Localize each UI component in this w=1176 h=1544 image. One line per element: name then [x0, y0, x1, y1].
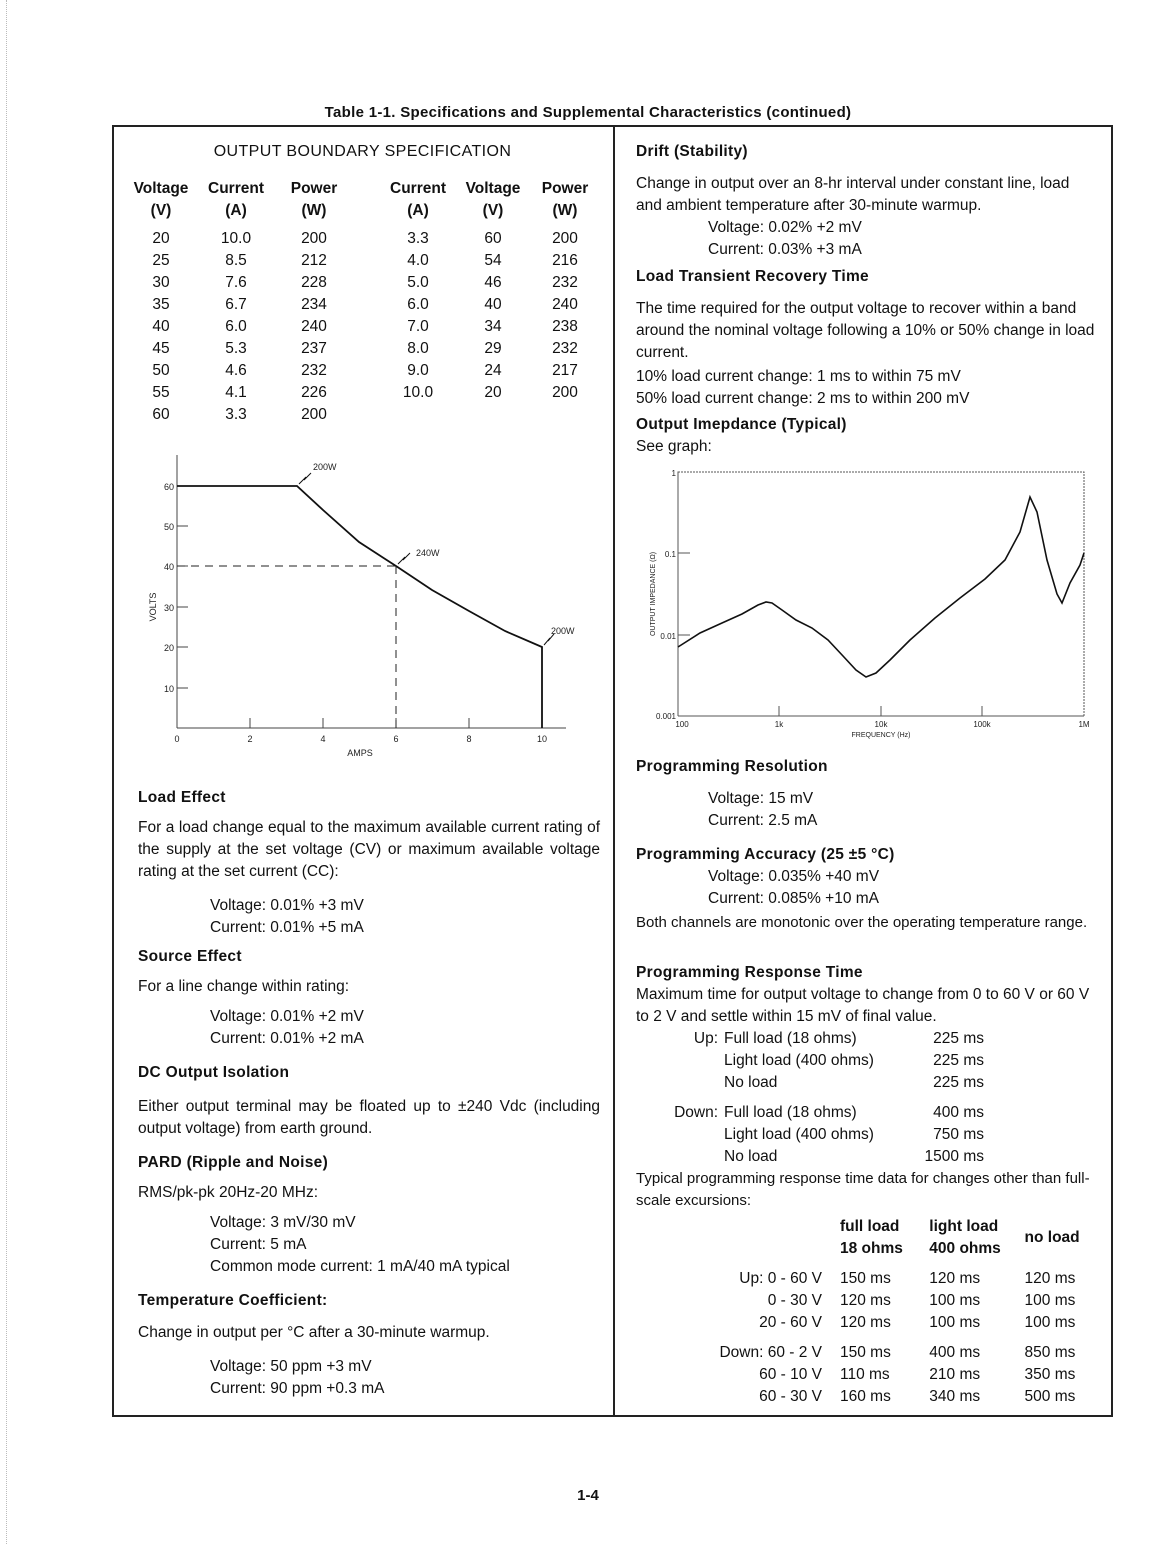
reference-lines [177, 566, 396, 728]
table-row: 3.3 60 200 [407, 230, 578, 247]
typical-response-table [636, 1216, 1096, 1408]
table-row: 40 6.0 240 [152, 318, 327, 335]
table-row: Light load (400 ohms) 225 ms [724, 1052, 984, 1069]
spec-value: Current: 0.03% +3 mA [708, 241, 862, 258]
spec-value: Voltage: 15 mV [708, 790, 814, 807]
y-tick-labels [164, 482, 174, 694]
output-boundary-table-by-voltage [126, 178, 352, 426]
source-effect-section [138, 946, 600, 1050]
svg-text:0.001: 0.001 [655, 712, 676, 721]
spec-value: 10% load current change: 1 ms to within 75 mV [636, 368, 961, 385]
table-row: No load 225 ms [724, 1074, 984, 1091]
page-edge [6, 0, 7, 1544]
temperature-coefficient-section [138, 1290, 600, 1400]
x-tick-labels [174, 734, 547, 744]
table-row: 20 - 60 V 120 ms 100 ms 100 ms [759, 1314, 1076, 1331]
column-header: Current (A) [208, 180, 264, 219]
table-row: 60 3.3 200 [152, 406, 327, 423]
column-header: light load 400 ohms [929, 1218, 1001, 1257]
annotation-240w: 240W [416, 548, 440, 558]
section-text: Maximum time for output voltage to change from 0 to 60 V or 60 V to 2 V and settle within 15 mV of final value. [636, 986, 1090, 1025]
svg-text:20: 20 [163, 643, 174, 653]
page-number: 1-4 [577, 1487, 599, 1504]
section-heading: Programming Response Time [636, 964, 863, 981]
svg-text:60: 60 [163, 482, 174, 492]
column-header: Power (W) [541, 180, 589, 219]
boundary-curve [177, 486, 542, 728]
svg-text:1: 1 [671, 469, 676, 478]
table-row: No load 1500 ms [724, 1148, 984, 1165]
spec-value: Current: 5 mA [210, 1236, 307, 1253]
table-row: 20 10.0 200 [152, 230, 327, 247]
output-impedance-chart [635, 462, 1105, 747]
svg-text:6: 6 [393, 734, 399, 744]
table-row: 45 5.3 237 [152, 340, 327, 357]
table-row: 30 7.6 228 [152, 274, 327, 291]
svg-text:10k: 10k [874, 720, 888, 729]
svg-text:10: 10 [163, 684, 174, 694]
svg-text:0.01: 0.01 [660, 632, 676, 641]
section-heading: Programming Resolution [636, 758, 828, 775]
section-text: See graph: [636, 438, 712, 455]
table-row: 8.0 29 232 [407, 340, 578, 357]
section-text: For a load change equal to the maximum available current rating of the supply at the set voltage (CV) or maximum available voltage rating at the set current (CC): [138, 819, 600, 880]
svg-text:100k: 100k [973, 720, 991, 729]
table-row: Up: 0 - 60 V 150 ms 120 ms 120 ms [739, 1270, 1076, 1287]
table-row: Light load (400 ohms) 750 ms [724, 1126, 984, 1143]
svg-text:40: 40 [163, 562, 174, 572]
table-row: Down: Full load (18 ohms) 400 ms [674, 1104, 984, 1121]
svg-text:0: 0 [174, 734, 180, 744]
y-tick-labels [656, 469, 677, 721]
spec-value: Current: 0.01% +2 mA [210, 1030, 364, 1047]
svg-text:10: 10 [536, 734, 548, 744]
full-scale-response-table [656, 1028, 984, 1168]
svg-text:8: 8 [466, 734, 472, 744]
spec-value: Current: 0.01% +5 mA [210, 919, 364, 936]
output-boundary-heading: OUTPUT BOUNDARY SPECIFICATION [213, 143, 512, 160]
spec-value: Voltage: 0.035% +40 mV [708, 868, 880, 885]
section-heading: DC Output Isolation [138, 1064, 290, 1081]
table-row: 4.0 54 216 [407, 252, 578, 269]
table-row: 55 4.1 226 [152, 384, 327, 401]
svg-text:30: 30 [163, 603, 174, 613]
spec-value: Current: 0.085% +10 mA [708, 890, 880, 907]
section-heading: Drift (Stability) [636, 143, 748, 160]
table-row: 5.0 46 232 [407, 274, 578, 291]
section-text: Change in output per °C after a 30-minute warmup. [138, 1324, 490, 1341]
column-header: Voltage (V) [465, 180, 521, 219]
load-transient-section [636, 266, 1096, 410]
output-boundary-table-by-current [380, 178, 600, 404]
spec-value: Current: 2.5 mA [708, 812, 818, 829]
section-text: Typical programming response time data for changes other than full-scale excursions: [636, 1170, 1090, 1209]
y-axis-label: VOLTS [148, 592, 158, 622]
table-row: Down: 60 - 2 V 150 ms 400 ms 850 ms [719, 1344, 1076, 1361]
table-row: Up: Full load (18 ohms) 225 ms [693, 1030, 984, 1047]
spec-value: Common mode current: 1 mA/40 mA typical [210, 1258, 510, 1275]
section-heading: Temperature Coefficient: [138, 1292, 328, 1309]
programming-resolution-section [636, 756, 1096, 832]
table-row: 35 6.7 234 [152, 296, 327, 313]
table-row: 25 8.5 212 [152, 252, 327, 269]
section-heading: Source Effect [138, 948, 242, 965]
svg-text:50: 50 [163, 522, 174, 532]
section-text: The time required for the output voltage to recover within a band around the nominal voltage following a 10% or 50% change in load current. [636, 300, 1095, 361]
table-row: 6.0 40 240 [407, 296, 578, 313]
x-tick-labels [675, 720, 1090, 729]
svg-text:0.1: 0.1 [664, 550, 676, 559]
svg-text:2: 2 [247, 734, 253, 744]
svg-text:100: 100 [675, 720, 689, 729]
section-heading: Programming Accuracy (25 ±5 °C) [636, 846, 895, 863]
table-row: 50 4.6 232 [152, 362, 327, 379]
section-heading: PARD (Ripple and Noise) [138, 1154, 329, 1171]
column-header: no load [1024, 1229, 1080, 1246]
section-heading: Output Imepdance (Typical) [636, 416, 847, 433]
impedance-curve [678, 497, 1084, 677]
column-header: Power (W) [290, 180, 338, 219]
spec-value: Voltage: 0.01% +3 mV [210, 897, 364, 914]
column-header: Current (A) [390, 180, 446, 219]
programming-accuracy-section [636, 844, 1096, 934]
table-row: 60 - 30 V 160 ms 340 ms 500 ms [759, 1388, 1076, 1405]
annotation-200w-right: 200W [551, 626, 575, 636]
column-header: Voltage (V) [133, 180, 189, 219]
pard-section [138, 1152, 600, 1278]
x-axis-label: AMPS [347, 748, 373, 758]
spec-value: Current: 90 ppm +0.3 mA [210, 1380, 385, 1397]
drift-section [636, 141, 1096, 261]
section-heading: Load Effect [138, 789, 226, 806]
programming-response-section [636, 962, 1096, 1408]
svg-text:1M: 1M [1078, 720, 1090, 729]
table-title: Table 1-1. Specifications and Supplemental Characteristics (continued) [324, 104, 852, 121]
svg-text:4: 4 [320, 734, 326, 744]
section-heading: Load Transient Recovery Time [636, 268, 869, 285]
spec-value: 50% load current change: 2 ms to within 200 mV [636, 390, 970, 407]
table-row: 60 - 10 V 110 ms 210 ms 350 ms [759, 1366, 1076, 1383]
section-text: Both channels are monotonic over the operating temperature range. [636, 914, 1088, 931]
output-impedance-section [636, 414, 1096, 458]
y-axis-label: OUTPUT IMPEDANCE (Ω) [650, 551, 657, 637]
spec-value: Voltage: 3 mV/30 mV [210, 1214, 356, 1231]
load-effect-section [138, 787, 600, 939]
spec-value: Voltage: 0.01% +2 mV [210, 1008, 364, 1025]
section-text: Change in output over an 8-hr interval under constant line, load and ambient temperature after 30-minute warmup. [636, 175, 1070, 214]
annotation-200w-left: 200W [313, 462, 337, 472]
table-row: 9.0 24 217 [407, 362, 578, 379]
svg-text:1k: 1k [774, 720, 784, 729]
column-header: full load 18 ohms [839, 1218, 903, 1257]
spec-value: Voltage: 0.02% +2 mV [708, 219, 862, 236]
section-text: RMS/pk-pk 20Hz-20 MHz: [138, 1184, 319, 1201]
table-row: 0 - 30 V 120 ms 100 ms 100 ms [767, 1292, 1076, 1309]
column-divider [613, 125, 615, 1417]
output-boundary-chart [130, 448, 600, 768]
section-text: For a line change within rating: [138, 978, 350, 995]
spec-value: Voltage: 50 ppm +3 mV [210, 1358, 372, 1375]
table-row: 7.0 34 238 [407, 318, 578, 335]
table-row: 10.0 20 200 [402, 384, 578, 401]
x-axis-label: FREQUENCY (Hz) [851, 732, 911, 739]
dc-isolation-section [138, 1062, 600, 1140]
section-text: Either output terminal may be floated up to ±240 Vdc (including output voltage) from earth ground. [138, 1098, 600, 1137]
